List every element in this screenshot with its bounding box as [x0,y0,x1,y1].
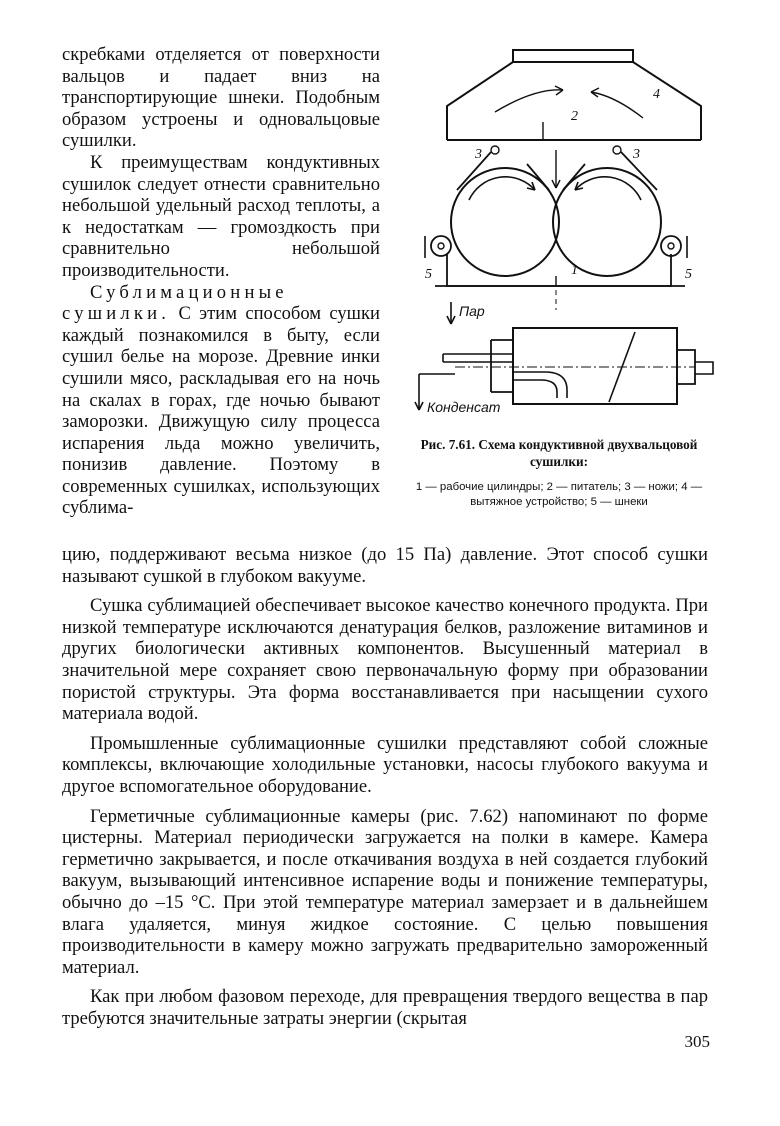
paragraph-sublimation-text: С этим способом сушки каждый познакомился в быту, если сушил белье на морозе. Древние инки сушили мясо, раскладывая его на ночь на скалах в горах, где ночью бывают заморозки. Движущую силу процесса испарения льда можно увеличить, понизив давление. Поэтому в современных сушилках, использующих сублима- [62,303,380,519]
label-screw-left: 5 [425,267,432,282]
hood-right-wall [633,62,701,140]
paragraph-industrial: Промышленные сублимационные сушилки представляют собой сложные комплексы, включающие холодильные установки, насосы глубокого вакуума и другое вспомогательное оборудование. [62,732,708,797]
label-screw-right: 5 [685,267,692,282]
label-knife-left: 3 [475,147,482,162]
label-cylinders: 1 [571,263,578,278]
paragraph-scrapers: скребками отделяется от поверхности вальцов и падает вниз на транспортирующие шнеки. Подобным образом устроены и одновальцовые сушилки. [62,44,380,152]
full-width-text [62,544,708,1037]
cylinder-side-view [513,328,677,404]
exhaust-duct [513,50,633,62]
label-steam: Пар [459,303,485,319]
label-knife-right: 3 [633,147,640,162]
hood-left-wall [447,62,513,140]
right-drum [553,168,661,276]
paragraph-quality: Сушка сублимацией обеспечивает высокое качество конечного продукта. При низкой температуре исключаются денатурация белков, разложение витаминов и других биологически активных компонентов. Высушенный материал в значительной мере сохраняет свою первоначальную форму при образовании пористой структуры. Эта форма восстанавливается при насыщении сухого материала водой. [62,595,708,725]
paragraph-vacuum: цию, поддерживают весьма низкое (до 15 Па) давление. Этот способ сушки называют сушкой в глубоком вакууме. [62,544,708,587]
page-number: 305 [684,1032,710,1051]
drum-dryer-diagram [395,40,725,440]
section-heading-sublimation: Сублимационные сушилки. [62,281,288,325]
paragraph-sublimation [62,282,380,520]
left-drum [451,168,559,276]
left-text-column [62,44,380,519]
paragraph-phase-transition: Как при любом фазовом переходе, для превращения твердого вещества в пар требуются значительные затраты энергии (скрытая [62,986,708,1029]
label-condensate: Конденсат [427,399,501,415]
label-exhaust: 4 [653,87,660,102]
paragraph-advantages: К преимуществам кондуктивных сушилок следует отнести сравнительно небольшой удельный расход теплоты, а к недостаткам — громоздкость при сравнительно небольшой производительности. [62,151,380,281]
label-feeder: 2 [571,109,578,124]
figure-caption-title: Рис. 7.61. Схема кондуктивной двухвальцовой сушилки: [420,437,698,469]
figure-caption-legend: 1 — рабочие цилиндры; 2 — питатель; 3 — ножи; 4 — вытяжное устройство; 5 — шнеки [415,481,703,508]
paragraph-chambers: Герметичные сублимационные камеры (рис. 7.62) напоминают по форме цистерны. Материал периодически загружается на полки в камере. Камера герметично закрывается, и после откачивания воздуха в ней создается глубокий вакуум, вызывающий интенсивное испарение воды и понижение температуры, обычно до –15 °С. При этой температуре материал замерзает и в дальнейшем влага удаляется, минуя жидкое состояние. С целью повышения производительности в камеру можно загружать предварительно замороженный материал. [62,805,708,978]
